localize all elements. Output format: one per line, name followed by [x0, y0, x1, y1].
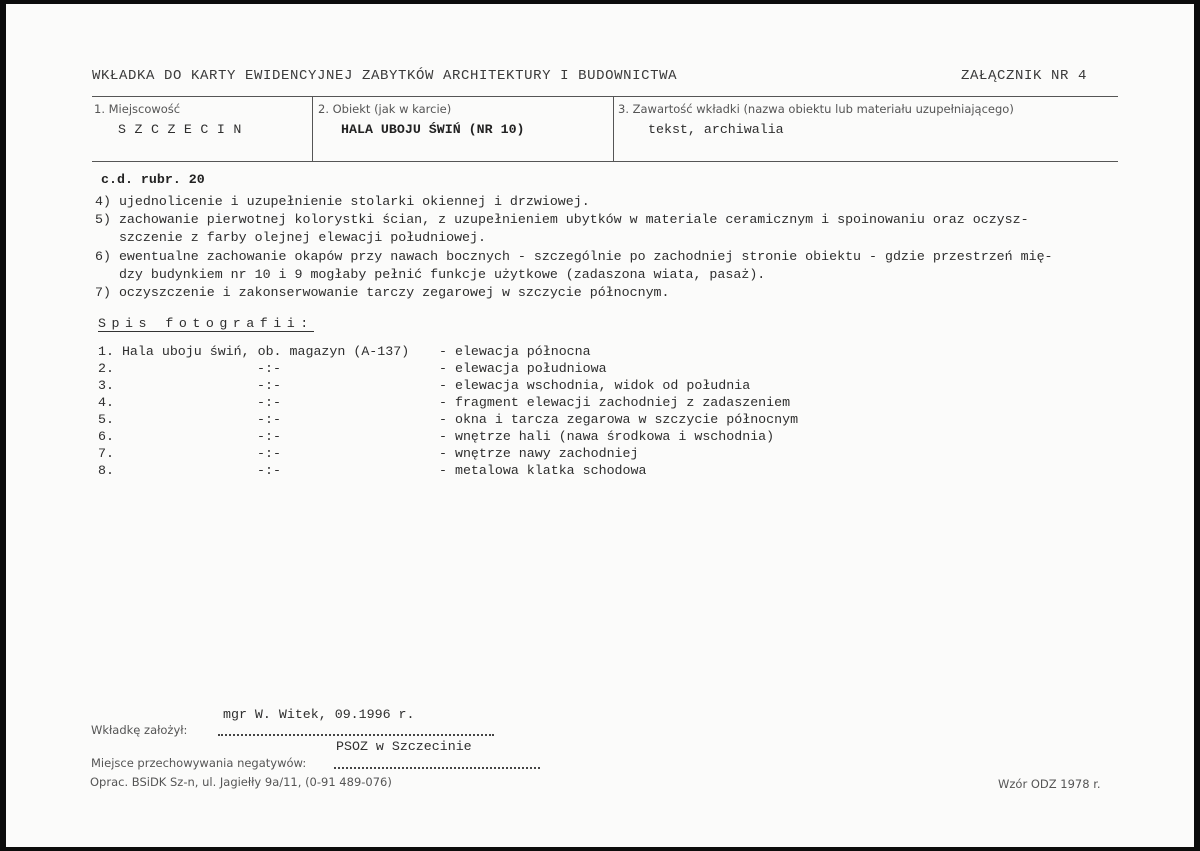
item-line: 5) zachowanie pierwotnej kolorystki ścian, z uzupełnieniem ubytków w materiale ceramicznym i spoinowaniu oraz oczysz-: [95, 212, 1029, 227]
photo-description: - wnętrze hali (nawa środkowa i wschodnia): [439, 429, 775, 444]
contents-label: 3. Zawartość wkładki (nazwa obiektu lub materiału uzupełniającego): [618, 102, 1014, 116]
author-dotted-line: [218, 734, 494, 736]
photo-ditto: -:-: [257, 412, 281, 427]
contents-value: tekst, archiwalia: [648, 122, 784, 137]
header-bottom-rule: [92, 161, 1118, 162]
photo-ditto: -:-: [257, 378, 281, 393]
photo-description: - metalowa klatka schodowa: [439, 463, 647, 478]
photo-ditto: -:-: [257, 429, 281, 444]
object-label: 2. Obiekt (jak w karcie): [318, 102, 452, 116]
photo-description: - elewacja wschodnia, widok od południa: [439, 378, 751, 393]
attachment-number: ZAŁĄCZNIK NR 4: [961, 68, 1088, 84]
photo-number: 4.: [98, 395, 114, 410]
photo-description: - okna i tarcza zegarowa w szczycie północnym: [439, 412, 799, 427]
form-info: Wzór ODZ 1978 r.: [998, 777, 1101, 791]
column-divider-2: [613, 96, 614, 162]
photo-number: 5.: [98, 412, 114, 427]
storage-value: PSOZ w Szczecinie: [336, 739, 472, 754]
author-label: Wkładkę założył:: [91, 723, 188, 737]
photo-ditto: -:-: [257, 463, 281, 478]
photo-description: - elewacja północna: [439, 344, 591, 359]
location-value: SZCZECIN: [118, 122, 250, 137]
item-line: 7) oczyszczenie i zakonserwowanie tarczy zegarowej w szczycie północnym.: [95, 285, 670, 300]
author-value: mgr W. Witek, 09.1996 r.: [223, 707, 415, 722]
document-page: [6, 4, 1194, 847]
photo-number: 1. Hala uboju świń, ob. magazyn (A-137): [98, 344, 410, 359]
print-info: Oprac. BSiDK Sz-n, ul. Jagiełły 9a/11, (0-91 489-076): [90, 775, 392, 789]
photo-description: - elewacja południowa: [439, 361, 607, 376]
photo-number: 3.: [98, 378, 114, 393]
document-title: WKŁADKA DO KARTY EWIDENCYJNEJ ZABYTKÓW ARCHITEKTURY I BUDOWNICTWA: [92, 68, 678, 84]
photo-ditto: -:-: [257, 446, 281, 461]
photo-number: 8.: [98, 463, 114, 478]
item-line: 4) ujednolicenie i uzupełnienie stolarki okiennej i drzwiowej.: [95, 194, 590, 209]
photo-ditto: -:-: [257, 361, 281, 376]
storage-label: Miejsce przechowywania negatywów:: [91, 756, 307, 770]
photo-list-heading: Spis fotografii:: [98, 316, 314, 331]
item-line: 6) ewentualne zachowanie okapów przy nawach bocznych - szczególnie po zachodniej stronie obiektu - gdzie przestrzeń mię-: [95, 249, 1053, 264]
photo-description: - wnętrze nawy zachodniej: [439, 446, 639, 461]
photo-number: 6.: [98, 429, 114, 444]
photo-ditto: -:-: [257, 395, 281, 410]
item-line: dzy budynkiem nr 10 i 9 mogłaby pełnić funkcje użytkowe (zadaszona wiata, pasaż).: [95, 267, 766, 282]
column-divider-1: [312, 96, 313, 162]
object-value: HALA UBOJU ŚWIŃ (NR 10): [341, 122, 525, 137]
storage-dotted-line: [334, 767, 540, 769]
photo-description: - fragment elewacji zachodniej z zadaszeniem: [439, 395, 791, 410]
continuation-heading: c.d. rubr. 20: [101, 172, 205, 187]
item-line: szczenie z farby olejnej elewacji południowej.: [95, 230, 486, 245]
photo-number: 7.: [98, 446, 114, 461]
header-top-rule: [92, 96, 1118, 97]
photo-number: 2.: [98, 361, 114, 376]
location-label: 1. Miejscowość: [94, 102, 181, 116]
